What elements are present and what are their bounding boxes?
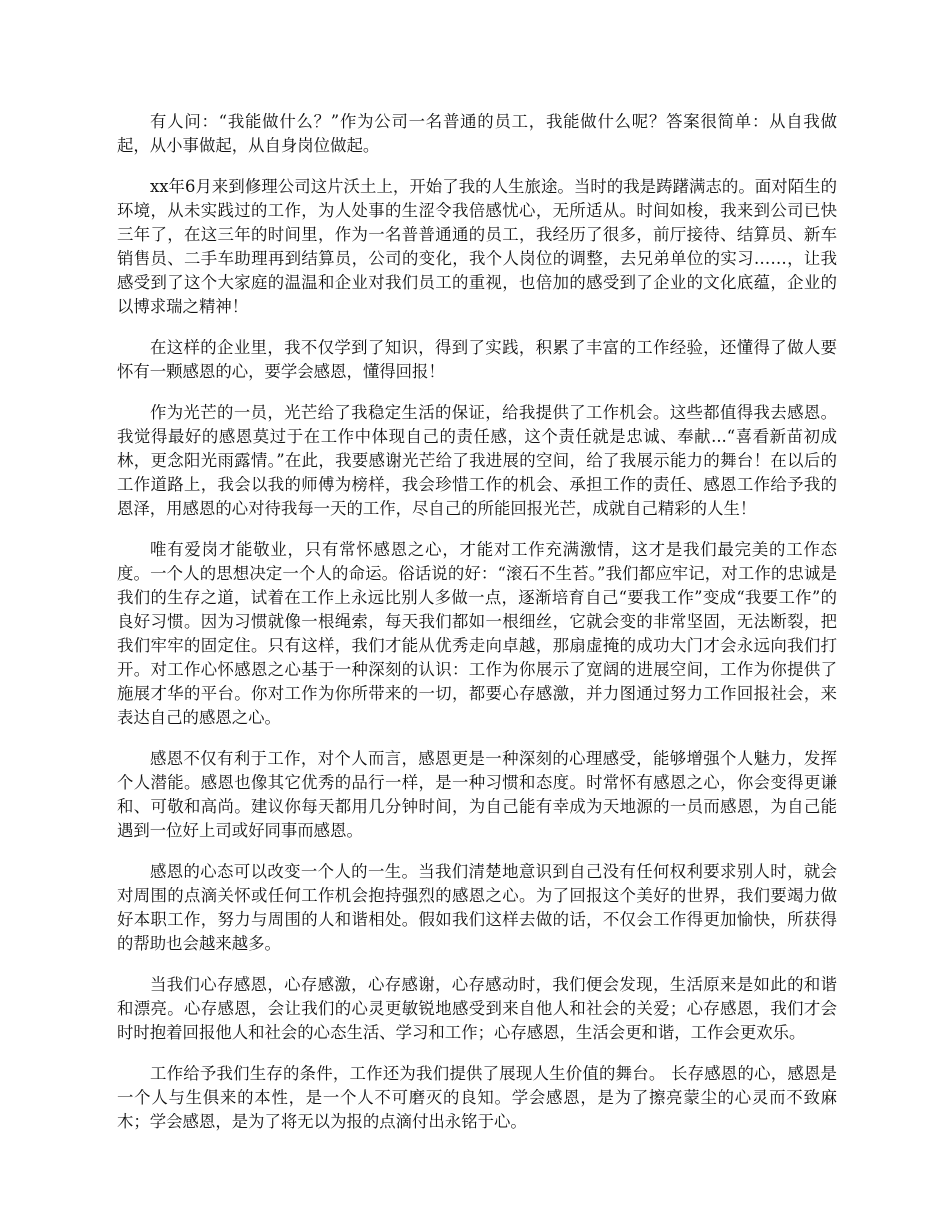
paragraph-2: xx年6月来到修理公司这片沃土上，开始了我的人生旅途。当时的我是踌躇满志的。面对陌生的环境，从未实践过的工作，为人处事的生涩令我倍感忧心，无所适从。时间如梭，我来到公司已快三年了，在这三年的时间里，作为一名普普通通的员工，我经历了很多，前厅接待、结算员、新车销售员、二手车助理再到结算员，公司的变化，我个人岗位的调整，去兄弟单位的实习……，让我感受到了这个大家庭的温温和企业对我们员工的重视，也倍加的感受到了企业的文化底蕴，企业的以博求瑞之精神！ xyxy=(117,177,837,316)
paragraph-4: 作为光芒的一员，光芒给了我稳定生活的保证，给我提供了工作机会。这些都值得我去感恩。我觉得最好的感恩莫过于在工作中体现自己的责任感，这个责任就是忠诚、奉献...“喜看新苗初成林，更念阳光雨露情。”在此，我要感谢光芒给了我进展的空间，给了我展示能力的舞台！在以后的工作道路上，我会以我的师傅为榜样，我会珍惜工作的机会、承担工作的责任、感恩工作给予我的恩泽，用感恩的心对待我每一天的工作，尽自己的所能回报光芒，成就自己精彩的人生！ xyxy=(117,403,837,518)
paragraph-6: 感恩不仅有利于工作，对个人而言，感恩更是一种深刻的心理感受，能够增强个人魅力，发挥个人潜能。感恩也像其它优秀的品行一样，是一种习惯和态度。时常怀有感恩之心，你会变得更谦和、可敬和高尚。建议你每天都用几分钟时间，为自己能有幸成为天地源的一员而感恩，为自己能遇到一位好上司或好同事而感恩。 xyxy=(117,749,837,840)
paragraph-8: 当我们心存感恩，心存感激，心存感谢，心存感动时，我们便会发现，生活原来是如此的和谐和漂亮。心存感恩，会让我们的心灵更敏锐地感受到来自他人和社会的关爱；心存感恩，我们才会时时抱着回报他人和社会的心态生活、学习和工作；心存感恩，生活会更和谐，工作会更欢乐。 xyxy=(117,975,837,1042)
paragraph-5: 唯有爱岗才能敬业，只有常怀感恩之心，才能对工作充满激情，这才是我们最完美的工作态度。一个人的思想决定一个人的命运。俗话说的好：“滚石不生苔。”我们都应牢记，对工作的忠诚是我们的生存之道，试着在工作上永远比别人多做一点，逐渐培育自己“要我工作”变成“我要工作”的良好习惯。因为习惯就像一根绳索，每天我们都如一根细丝，它就会变的非常坚固，无法断裂，把我们牢牢的固定住。只有这样，我们才能从优秀走向卓越，那扇虚掩的成功大门才会永远向我们打开。对工作心怀感恩之心基于一种深刻的认识：工作为你展示了宽阔的进展空间，工作为你提供了施展才华的平台。你对工作为你所带来的一切，都要心存感激，并力图通过努力工作回报社会，来表达自己的感恩之心。 xyxy=(117,540,837,727)
paragraph-1: 有人问：“我能做什么？”作为公司一名普通的员工，我能做什么呢？答案很简单：从自我做起，从小事做起，从自身岗位做起。 xyxy=(117,112,837,155)
paragraph-9: 工作给予我们生存的条件，工作还为我们提供了展现人生价值的舞台。 长存感恩的心，感恩是一个人与生俱来的本性，是一个人不可磨灭的良知。学会感恩，是为了擦亮蒙尘的心灵而不致麻木；学会感恩，是为了将无以为报的点滴付出永铭于心。 xyxy=(117,1064,837,1131)
paragraph-3: 在这样的企业里，我不仅学到了知识，得到了实践，积累了丰富的工作经验，还懂得了做人要怀有一颗感恩的心，要学会感恩，懂得回报！ xyxy=(117,338,837,381)
document-body xyxy=(117,110,837,1151)
paragraph-7: 感恩的心态可以改变一个人的一生。当我们清楚地意识到自己没有任何权利要求别人时，就会对周围的点滴关怀或任何工作机会抱持强烈的感恩之心。为了回报这个美好的世界，我们要竭力做好本职工作，努力与周围的人和谐相处。假如我们这样去做的话，不仅会工作得更加愉快，所获得的帮助也会越来越多。 xyxy=(117,862,837,953)
